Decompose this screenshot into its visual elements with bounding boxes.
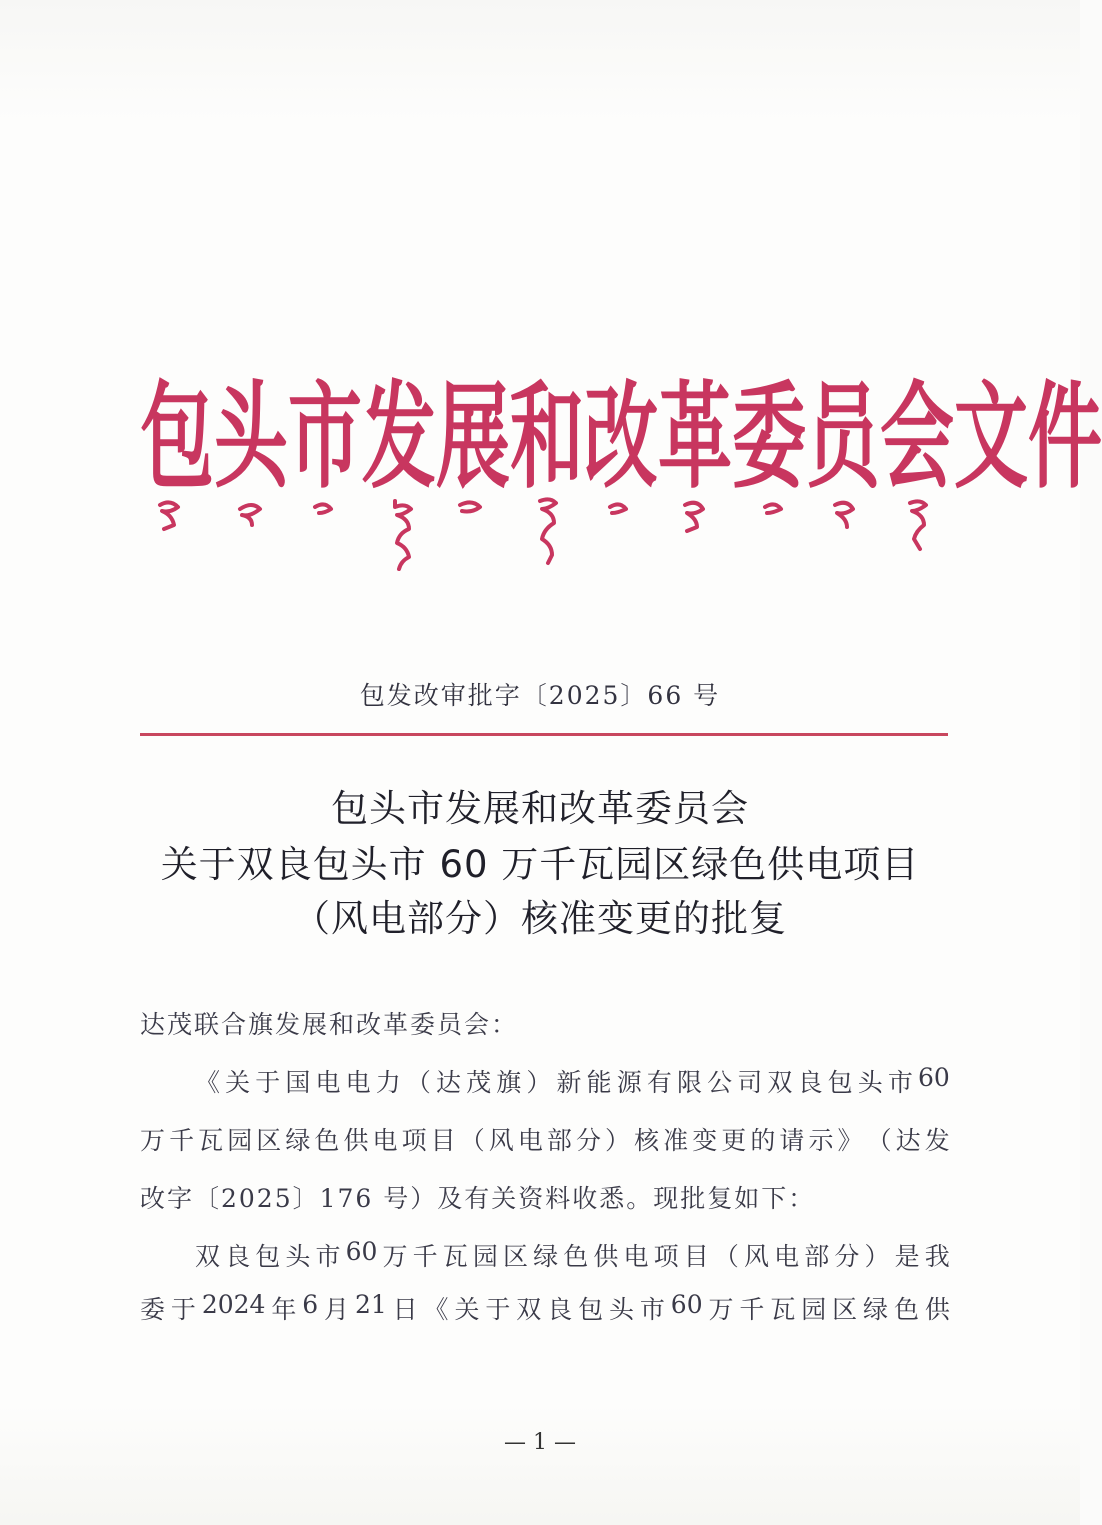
masthead-char: 发 [362,371,436,505]
mongolian-script-masthead [150,495,940,595]
title-line-1: 包头市发展和改革委员会 [331,787,749,830]
paragraph-1-line-3: 改字〔2025〕176 号）及有关资料收悉。现批复如下： [140,1184,816,1213]
masthead-char: 革 [658,371,732,505]
document-number: 包发改审批字〔2025〕66 号 [359,681,721,710]
masthead-char: 员 [806,371,880,505]
red-divider-line [140,733,948,736]
title-line-3: （风电部分）核准变更的批复 [293,897,787,940]
masthead-char: 文 [954,371,1028,505]
paragraph-1-line-2: 万 千 瓦 园 区 绿 色 供 电 项 目 （ 风 电 部 分 ） 核 准 变 更 的 请 示 》 （ 达 发 [140,1126,950,1155]
masthead-title [140,355,1102,505]
paragraph-1-line-1: 《 关 于 国 电 电 力 （ 达 茂 旗 ） 新 能 源 有 限 公 司 双 良 包 头 市 60 [195,1063,950,1097]
masthead-char: 件 [1028,371,1102,505]
masthead-char: 头 [214,371,288,505]
masthead-char: 改 [584,371,658,505]
addressee: 达茂联合旗发展和改革委员会： [140,1010,519,1039]
masthead-char: 和 [510,371,584,505]
page-number: — 1 — [504,1430,576,1455]
title-line-2: 关于双良包头市 60 万千瓦园区绿色供电项目 [160,843,920,886]
masthead-char: 展 [436,371,510,505]
paragraph-2-line-2: 委 于 2024 年 6 月 21 日 《 关 于 双 良 包 头 市 60 万 千 瓦 园 区 绿 色 供 [140,1290,950,1324]
masthead-char: 市 [288,371,362,505]
masthead-char: 包 [140,371,214,505]
paragraph-2-line-1: 双 良 包 头 市 60 万 千 瓦 园 区 绿 色 供 电 项 目 （ 风 电 部 分 ） 是 我 [195,1237,950,1271]
masthead-char: 会 [880,371,954,505]
masthead-char: 委 [732,371,806,505]
